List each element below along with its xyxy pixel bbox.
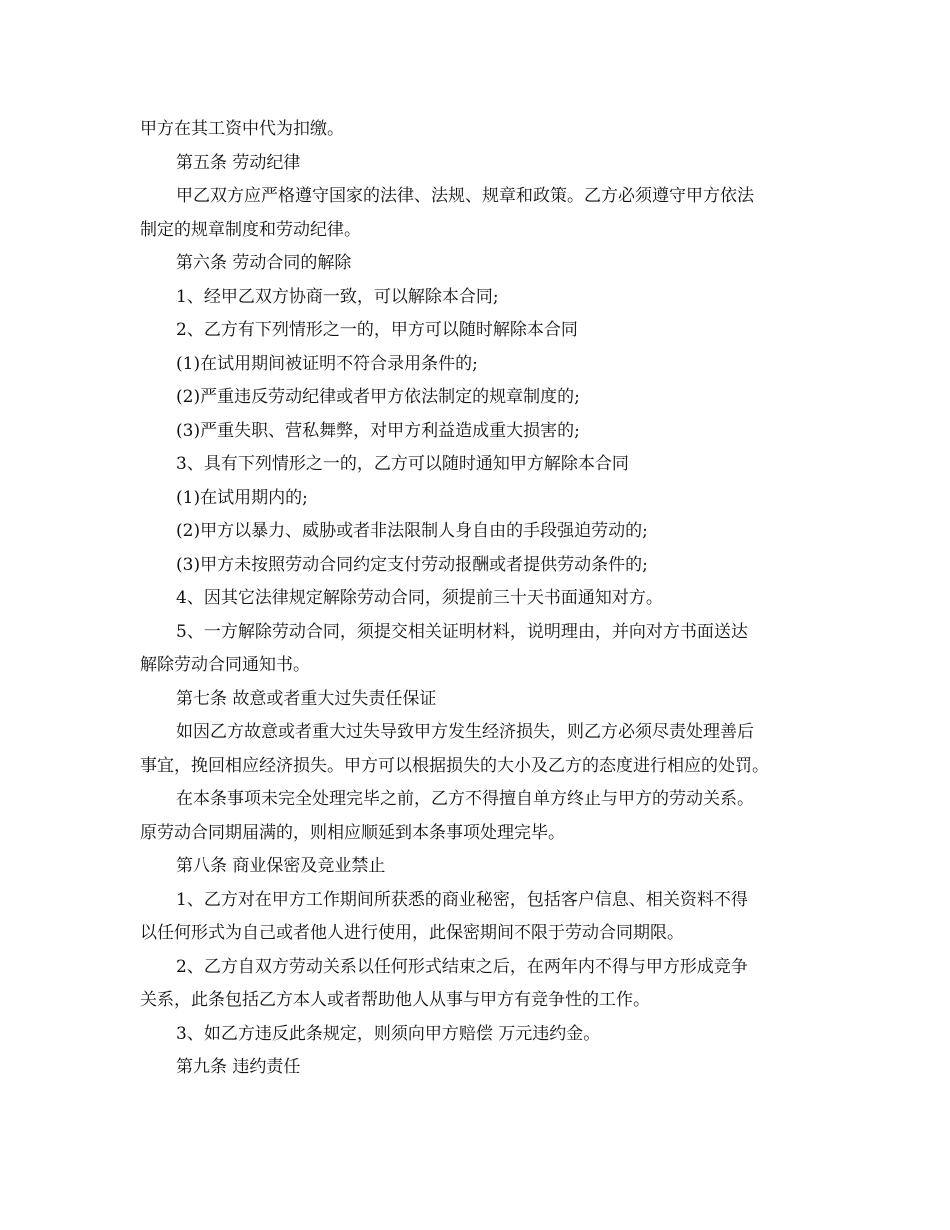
text-line: (3)严重失职、营私舞弊，对甲方利益造成重大损害的; xyxy=(176,420,580,441)
article-heading: 第八条 商业保密及竞业禁止 xyxy=(176,856,386,876)
article-heading: 第五条 劳动纪律 xyxy=(176,152,301,173)
text-line: (2)甲方以暴力、威胁或者非法限制人身自由的手段强迫劳动的; xyxy=(176,521,648,541)
text-line: 在本条事项未完全处理完毕之前，乙方不得擅自单方终止与甲方的劳动关系。 xyxy=(176,789,754,809)
text-line: 甲方在其工资中代为扣缴。 xyxy=(140,119,344,139)
text-line: 甲乙双方应严格遵守国家的法律、法规、规章和政策。乙方必须遵守甲方依法 xyxy=(176,186,754,206)
article-heading: 第七条 故意或者重大过失责任保证 xyxy=(176,688,437,709)
text-line: 1、乙方对在甲方工作期间所获悉的商业秘密，包括客户信息、相关资料不得 xyxy=(176,889,748,910)
text-line: 4、因其它法律规定解除劳动合同，须提前三十天书面通知对方。 xyxy=(176,588,663,608)
text-line: (1)在试用期间被证明不符合录用条件的; xyxy=(176,353,478,374)
text-line: 事宜，挽回相应经济损失。甲方可以根据损失的大小及乙方的态度进行相应的处罚。 xyxy=(140,755,769,776)
text-line: 1、经甲乙双方协商一致，可以解除本合同; xyxy=(176,286,499,307)
text-line: 原劳动合同期届满的，则相应顺延到本条事项处理完毕。 xyxy=(140,822,565,843)
text-line: (2)严重违反劳动纪律或者甲方依法制定的规章制度的; xyxy=(176,387,580,407)
text-line: (1)在试用期内的; xyxy=(176,487,308,508)
text-line: 2、乙方有下列情形之一的，甲方可以随时解除本合同 xyxy=(176,320,578,340)
document-body xyxy=(140,113,820,1085)
article-heading: 第九条 违约责任 xyxy=(176,1057,301,1077)
text-line: 5、一方解除劳动合同，须提交相关证明材料，说明理由，并向对方书面送达 xyxy=(176,621,748,642)
article-heading: 第六条 劳动合同的解除 xyxy=(176,253,352,273)
text-line: 2、乙方自双方劳动关系以任何形式结束之后，在两年内不得与甲方形成竞争 xyxy=(176,956,748,977)
text-line: 以任何形式为自己或者他人进行使用，此保密期间不限于劳动合同期限。 xyxy=(140,923,684,943)
text-line: 制定的规章制度和劳动纪律。 xyxy=(140,219,361,240)
text-line: 解除劳动合同通知书。 xyxy=(140,655,310,675)
text-line: 如因乙方故意或者重大过失导致甲方发生经济损失，则乙方必须尽责处理善后 xyxy=(176,722,754,742)
text-line: (3)甲方未按照劳动合同约定支付劳动报酬或者提供劳动条件的; xyxy=(176,554,648,575)
text-line: 关系，此条包括乙方本人或者帮助他人从事与甲方有竞争性的工作。 xyxy=(140,990,650,1010)
text-line: 3、如乙方违反此条规定，则须向甲方赔偿 万元违约金。 xyxy=(176,1023,601,1044)
text-line: 3、具有下列情形之一的，乙方可以随时通知甲方解除本合同 xyxy=(176,454,629,474)
